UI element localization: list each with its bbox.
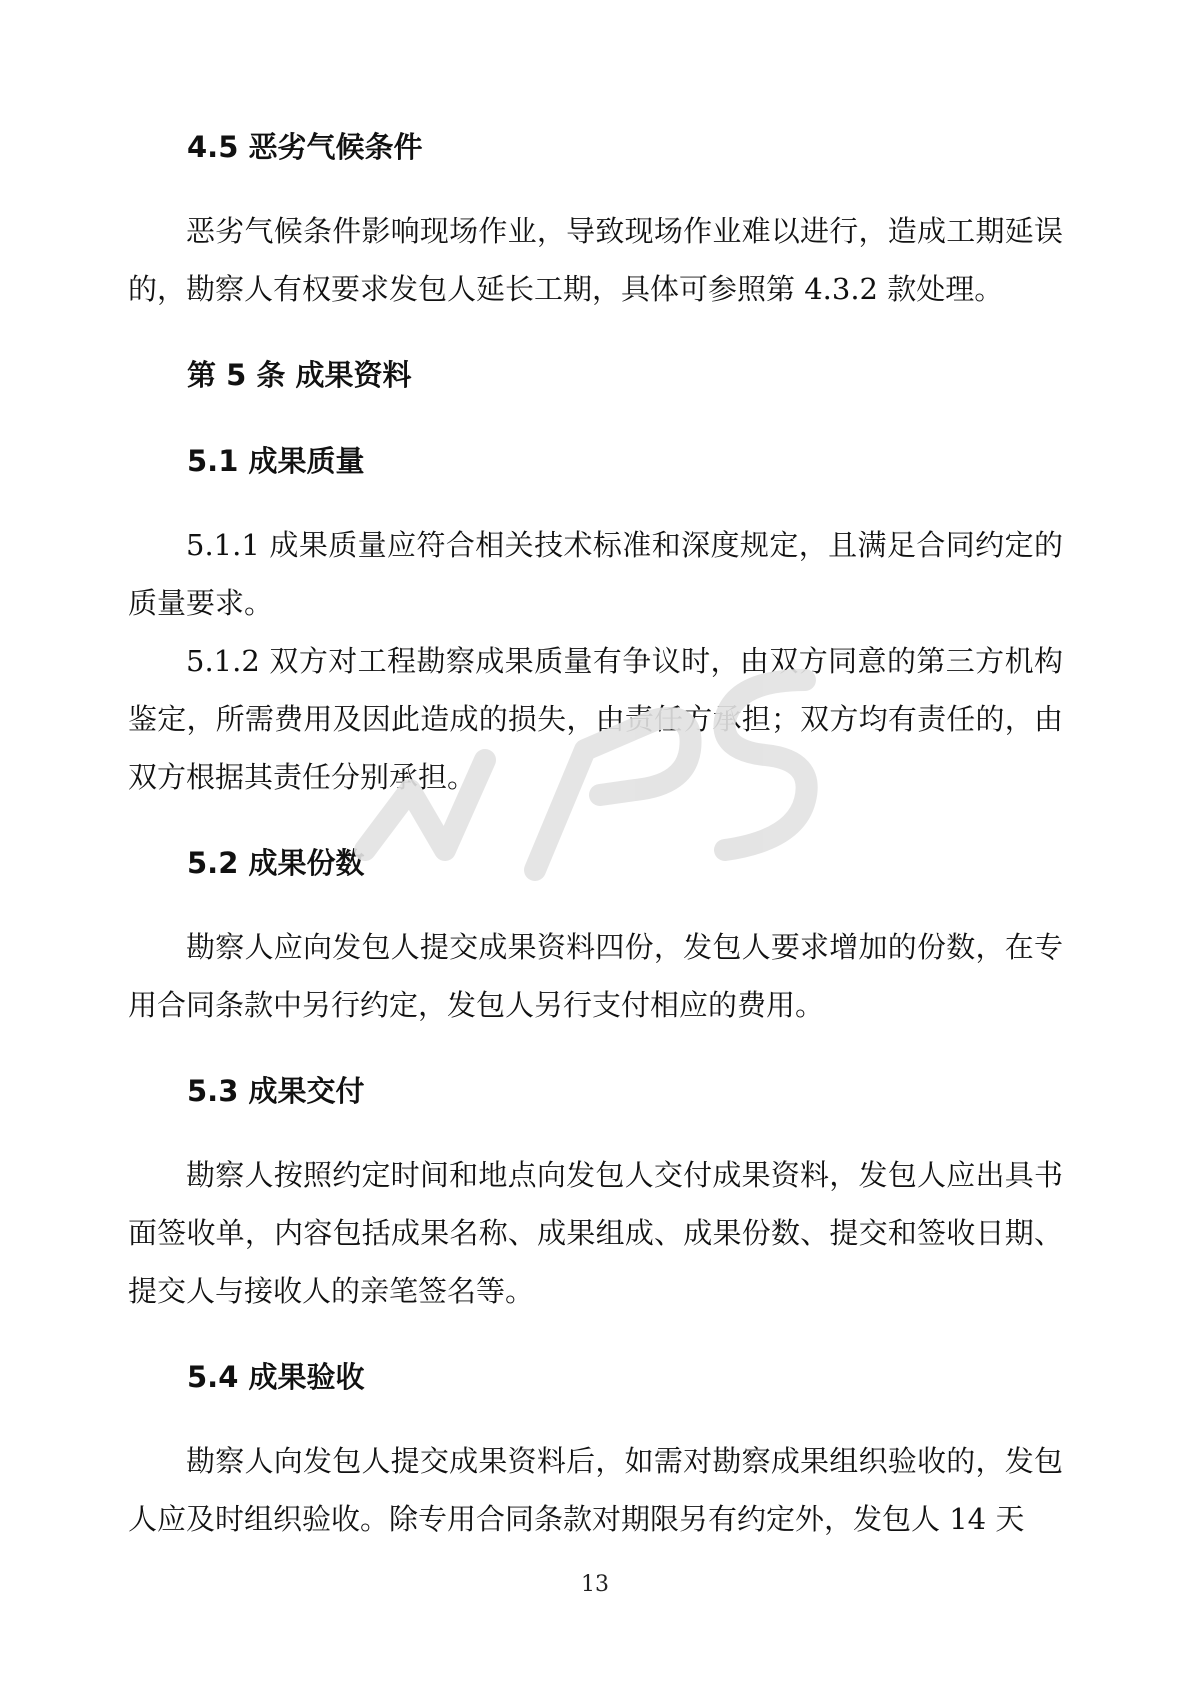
paragraph-result-acceptance: 勘察人向发包人提交成果资料后，如需对勘察成果组织验收的，发包人应及时组织验收。除专用合同条款对期限另有约定外，发包人 14 天	[128, 1444, 1063, 1536]
article-heading-5: 第 5 条 成果资料	[187, 358, 412, 392]
paragraph-result-delivery: 勘察人按照约定时间和地点向发包人交付成果资料，发包人应出具书面签收单，内容包括成果名称、成果组成、成果份数、提交和签收日期、提交人与接收人的亲笔签名等。	[128, 1158, 1063, 1308]
section-heading-5-3: 5.3 成果交付	[187, 1074, 365, 1108]
section-heading-5-1: 5.1 成果质量	[187, 444, 365, 478]
paragraph-adverse-weather: 恶劣气候条件影响现场作业，导致现场作业难以进行，造成工期延误的，勘察人有权要求发包人延长工期，具体可参照第 4.3.2 款处理。	[128, 214, 1063, 306]
paragraph-result-copies: 勘察人应向发包人提交成果资料四份，发包人要求增加的份数，在专用合同条款中另行约定，发包人另行支付相应的费用。	[128, 930, 1063, 1022]
paragraph-5-1-1: 5.1.1 成果质量应符合相关技术标准和深度规定，且满足合同约定的质量要求。	[128, 528, 1063, 620]
page-content	[128, 118, 1063, 1548]
paragraph-5-1-2: 5.1.2 双方对工程勘察成果质量有争议时，由双方同意的第三方机构鉴定，所需费用及因此造成的损失，由责任方承担；双方均有责任的，由双方根据其责任分别承担。	[128, 644, 1063, 794]
section-heading-4-5: 4.5 恶劣气候条件	[187, 130, 423, 164]
page-number: 13	[581, 1572, 609, 1597]
section-heading-5-4: 5.4 成果验收	[187, 1360, 365, 1394]
section-heading-5-2: 5.2 成果份数	[187, 846, 365, 880]
